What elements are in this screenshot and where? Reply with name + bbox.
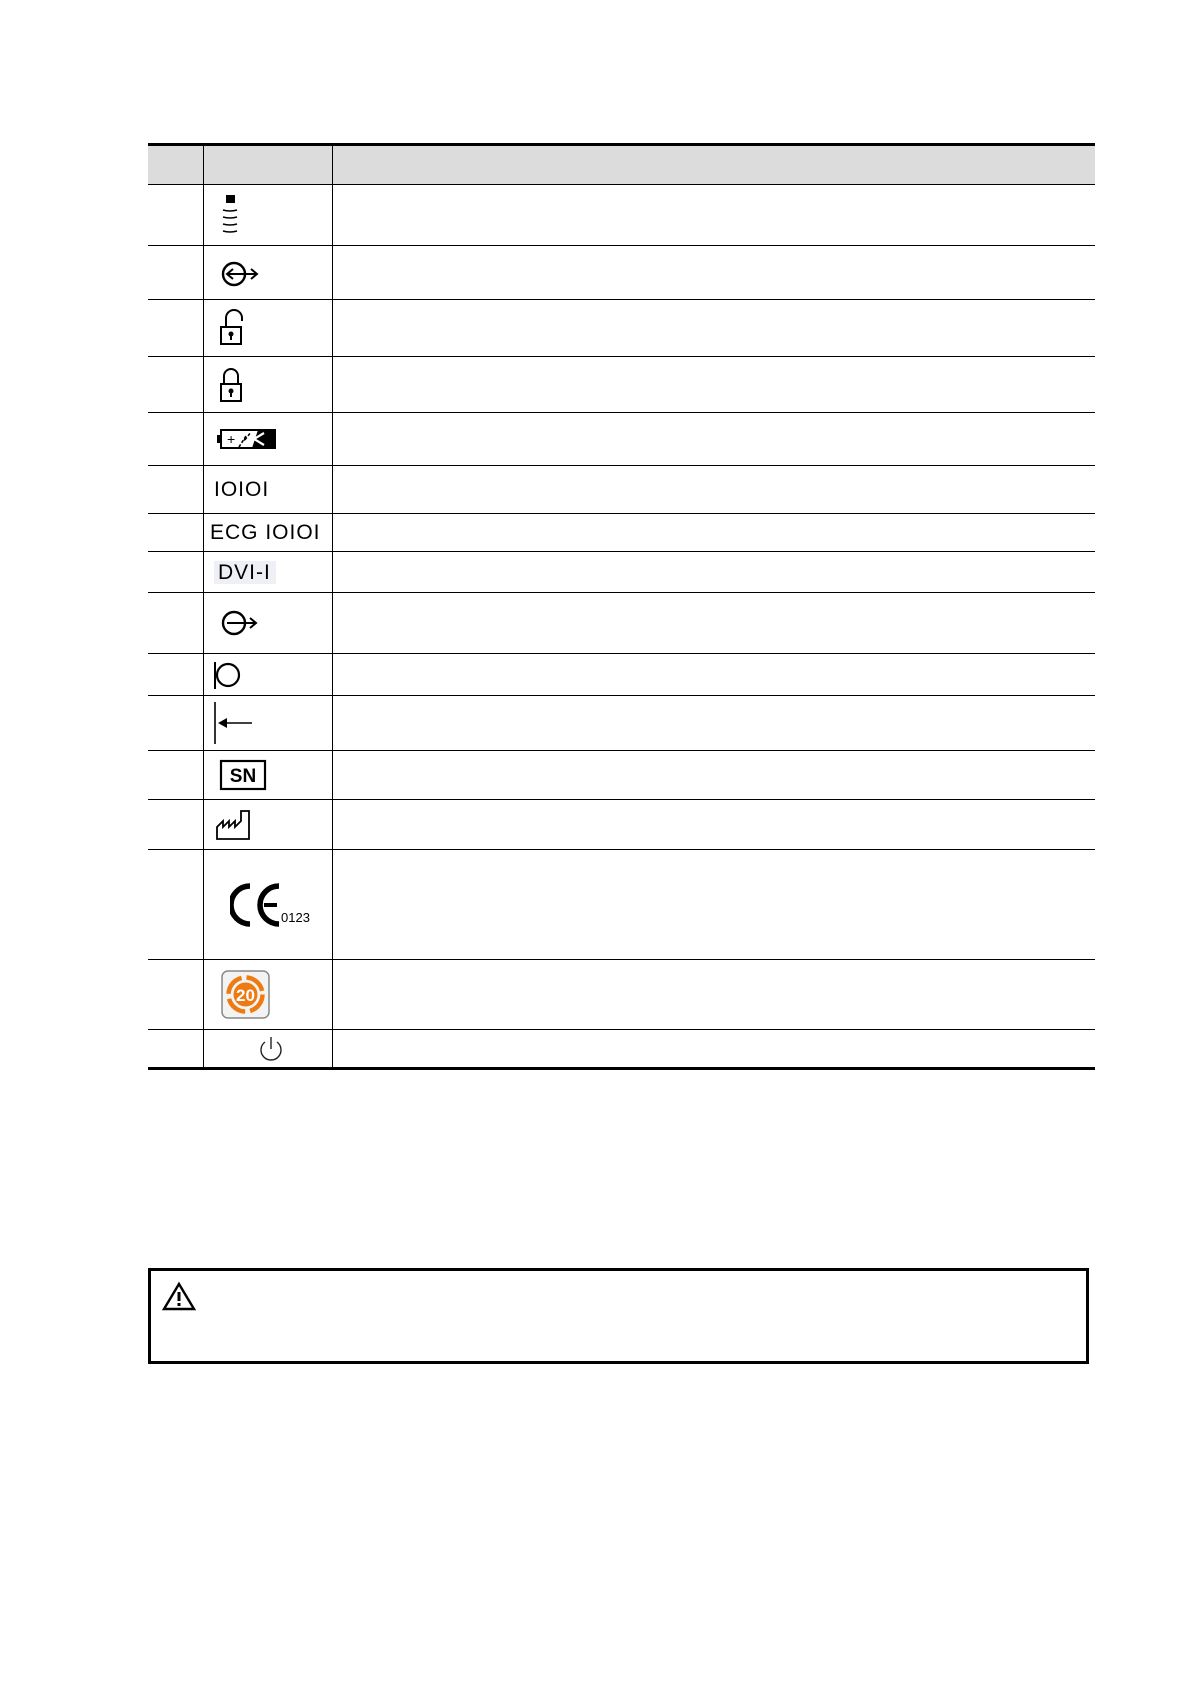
symbol-cell	[204, 800, 333, 850]
protection-period-number: 20	[236, 985, 255, 1005]
table-row	[148, 751, 1095, 800]
description-cell	[333, 850, 1096, 960]
warning-triangle-icon	[162, 1281, 196, 1311]
notified-body-number: 0123	[281, 909, 310, 925]
description-cell	[333, 514, 1096, 552]
warning-box	[148, 1268, 1089, 1364]
table-row	[148, 246, 1095, 300]
power-button-icon	[256, 1034, 286, 1064]
row-number	[148, 514, 204, 552]
description-cell	[333, 654, 1096, 696]
table-row	[148, 185, 1095, 246]
symbol-cell	[204, 1030, 333, 1069]
description-cell	[333, 357, 1096, 413]
description-cell	[333, 751, 1096, 800]
description-cell	[333, 413, 1096, 466]
symbol-cell	[204, 552, 333, 593]
signal-output-icon	[214, 606, 264, 640]
ecg-port-icon: ECG IOIOI	[210, 520, 321, 544]
symbol-cell	[204, 654, 333, 696]
table-row	[148, 1030, 1095, 1069]
row-number	[148, 185, 204, 246]
table-row	[148, 850, 1095, 960]
header-no	[148, 145, 204, 185]
symbol-table	[148, 143, 1095, 1070]
row-number	[148, 800, 204, 850]
row-number	[148, 1030, 204, 1069]
row-number	[148, 696, 204, 751]
symbol-cell	[204, 246, 333, 300]
row-number	[148, 654, 204, 696]
dvi-port-icon: DVI-I	[214, 561, 276, 584]
battery-charging-icon	[214, 424, 280, 454]
row-number	[148, 850, 204, 960]
symbol-cell	[204, 357, 333, 413]
row-number	[148, 413, 204, 466]
symbol-cell	[204, 696, 333, 751]
description-cell	[333, 696, 1096, 751]
header-symbol	[204, 145, 333, 185]
row-number	[148, 552, 204, 593]
description-cell	[333, 552, 1096, 593]
signal-input-output-icon	[214, 256, 264, 290]
transducer-socket-icon	[214, 192, 254, 238]
row-number	[148, 300, 204, 357]
row-number	[148, 246, 204, 300]
table-row	[148, 696, 1095, 751]
table-row	[148, 466, 1095, 514]
locked-padlock-icon	[214, 364, 254, 406]
serial-number-icon	[219, 758, 269, 792]
description-cell	[333, 800, 1096, 850]
serial-number-text: SN	[229, 766, 257, 787]
signal-input-icon	[212, 700, 260, 746]
symbol-cell	[204, 466, 333, 514]
symbol-cell	[204, 960, 333, 1030]
table-row	[148, 593, 1095, 654]
table-row	[148, 552, 1095, 593]
description-cell	[333, 185, 1096, 246]
symbol-cell	[204, 185, 333, 246]
description-cell	[333, 593, 1096, 654]
table-row	[148, 300, 1095, 357]
header-description	[333, 145, 1096, 185]
video-output-icon	[212, 659, 252, 691]
table-row	[148, 800, 1095, 850]
environment-protection-period-icon	[220, 969, 272, 1021]
symbol-cell	[204, 850, 333, 960]
serial-port-icon: IOIOI	[214, 477, 270, 501]
symbol-cell	[204, 413, 333, 466]
symbol-cell	[204, 514, 333, 552]
description-cell	[333, 300, 1096, 357]
description-cell	[333, 960, 1096, 1030]
description-cell	[333, 1030, 1096, 1069]
table-row	[148, 357, 1095, 413]
symbol-cell	[204, 593, 333, 654]
row-number	[148, 466, 204, 514]
table-header-row	[148, 145, 1095, 185]
ce-mark-icon	[230, 880, 320, 930]
row-number	[148, 960, 204, 1030]
row-number	[148, 593, 204, 654]
table-row	[148, 654, 1095, 696]
symbol-cell	[204, 300, 333, 357]
table-row	[148, 413, 1095, 466]
unlocked-padlock-icon	[214, 307, 254, 349]
table-row	[148, 514, 1095, 552]
table-row	[148, 960, 1095, 1030]
description-cell	[333, 466, 1096, 514]
manufacture-date-icon	[214, 807, 258, 843]
row-number	[148, 357, 204, 413]
svg-text:+: +	[227, 431, 236, 447]
symbol-cell	[204, 751, 333, 800]
row-number	[148, 751, 204, 800]
description-cell	[333, 246, 1096, 300]
